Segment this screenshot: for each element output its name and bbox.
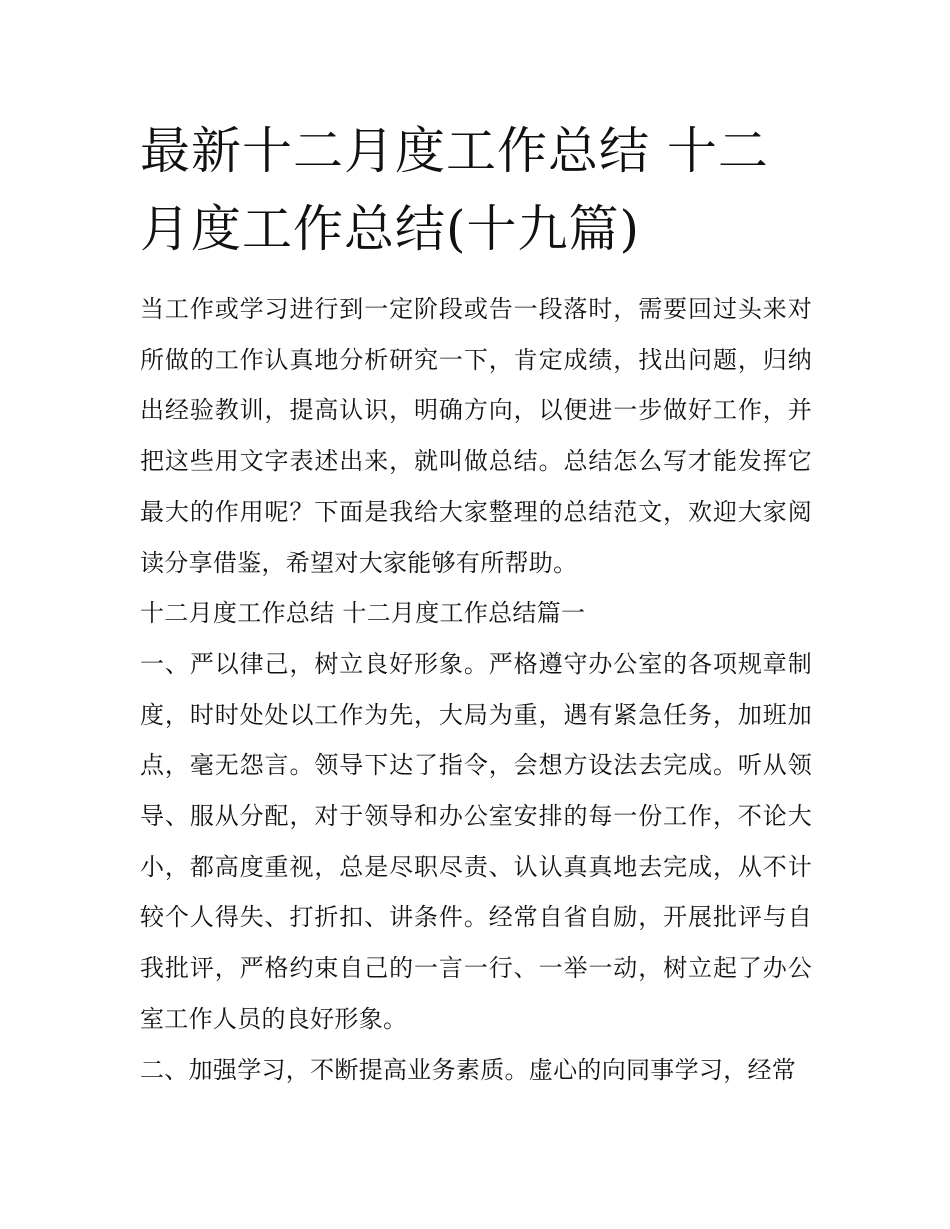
intro-paragraph: 当工作或学习进行到一定阶段或告一段落时，需要回过头来对所做的工作认真地分析研究一下，肯定成绩，找出问题，归纳出经验教训，提高认识，明确方向，以便进一步做好工作，并把这些用文字表述出来，就叫做总结。总结怎么写才能发挥它最大的作用呢？下面是我给大家整理的总结范文，欢迎大家阅读分享借鉴，希望对大家能够有所帮助。 (140, 295, 812, 577)
document-page (140, 112, 812, 1095)
body-paragraph-1: 一、严以律己，树立良好形象。严格遵守办公室的各项规章制度，时时处处以工作为先，大局为重，遇有紧急任务，加班加点，毫无怨言。领导下达了指令，会想方设法去完成。听从领导、服从分配，对于领导和办公室安排的每一份工作，不论大小，都高度重视，总是尽职尽责、认认真真地去完成，从不计较个人得失、打折扣、讲条件。经常自省自励，开展批评与自我批评，严格约束自己的一言一行、一举一动，树立起了办公室工作人员的良好形象。 (140, 649, 812, 1033)
section-heading: 十二月度工作总结 十二月度工作总结篇一 (140, 599, 586, 628)
body-paragraph-2: 二、加强学习，不断提高业务素质。虚心的向同事学习，经常 (140, 1055, 797, 1084)
document-title: 最新十二月度工作总结 十二月度工作总结(十九篇) (140, 122, 769, 258)
